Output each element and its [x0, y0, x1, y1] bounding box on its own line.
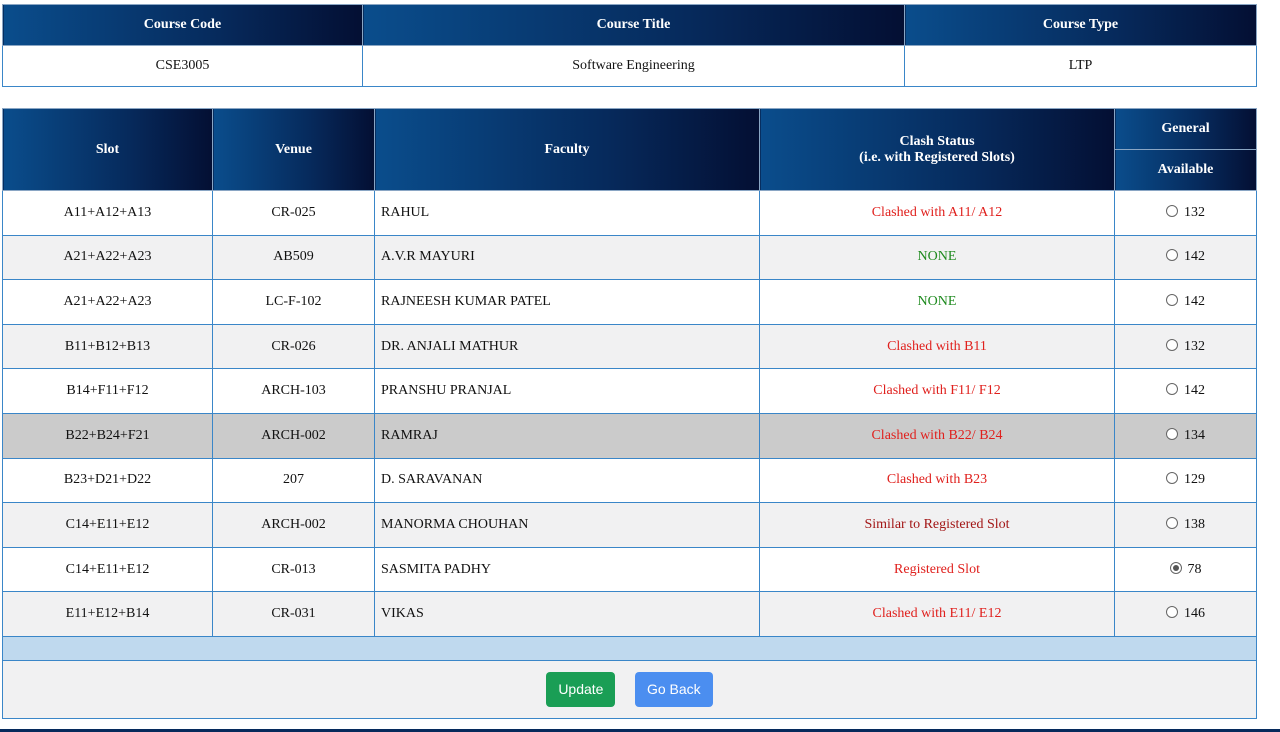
available-seats: 132	[1184, 204, 1205, 220]
table-row	[3, 458, 1257, 503]
venue-cell: CR-013	[213, 547, 375, 592]
slot-header: Slot	[3, 109, 213, 191]
slot-cell: A11+A12+A13	[3, 191, 213, 236]
slot-selection-table	[2, 108, 1257, 719]
available-seats: 142	[1184, 249, 1205, 265]
available-cell[interactable]	[1115, 280, 1257, 325]
clash-status-cell: Clashed with B23	[760, 458, 1115, 503]
available-cell[interactable]	[1115, 592, 1257, 637]
available-cell[interactable]	[1115, 235, 1257, 280]
slot-radio-button[interactable]	[1166, 294, 1178, 306]
venue-cell: ARCH-002	[213, 413, 375, 458]
venue-cell: ARCH-103	[213, 369, 375, 414]
clash-status-title: Clash Status	[899, 133, 975, 149]
slot-radio-button[interactable]	[1166, 383, 1178, 395]
faculty-cell: VIKAS	[375, 592, 760, 637]
faculty-cell: RAJNEESH KUMAR PATEL	[375, 280, 760, 325]
table-row	[3, 592, 1257, 637]
faculty-cell: MANORMA CHOUHAN	[375, 503, 760, 548]
table-row	[3, 547, 1257, 592]
slot-cell: B22+B24+F21	[3, 413, 213, 458]
available-cell[interactable]	[1115, 458, 1257, 503]
venue-cell: LC-F-102	[213, 280, 375, 325]
clash-status-cell: Clashed with A11/ A12	[760, 191, 1115, 236]
available-cell[interactable]	[1115, 413, 1257, 458]
clash-status-cell: Registered Slot	[760, 547, 1115, 592]
clash-status-cell: Clashed with B11	[760, 324, 1115, 369]
clash-status-header	[760, 109, 1115, 191]
venue-cell: CR-025	[213, 191, 375, 236]
update-button[interactable]: Update	[546, 672, 615, 707]
venue-cell: ARCH-002	[213, 503, 375, 548]
available-seats: 129	[1184, 472, 1205, 488]
table-row	[3, 191, 1257, 236]
table-row	[3, 235, 1257, 280]
faculty-cell: RAHUL	[375, 191, 760, 236]
course-info-table	[2, 4, 1257, 87]
course-title: Software Engineering	[363, 46, 905, 87]
slot-radio-button[interactable]	[1166, 606, 1178, 618]
clash-status-cell: Similar to Registered Slot	[760, 503, 1115, 548]
table-row	[3, 413, 1257, 458]
slot-cell: B23+D21+D22	[3, 458, 213, 503]
table-spacer-row	[3, 636, 1257, 660]
available-seats: 142	[1184, 383, 1205, 399]
clash-status-subtitle: (i.e. with Registered Slots)	[859, 149, 1015, 165]
actions-row	[3, 660, 1257, 718]
slot-cell: A21+A22+A23	[3, 280, 213, 325]
course-code: CSE3005	[3, 46, 363, 87]
clash-status-cell: Clashed with F11/ F12	[760, 369, 1115, 414]
table-row	[3, 369, 1257, 414]
slot-cell: C14+E11+E12	[3, 503, 213, 548]
available-seats: 134	[1184, 427, 1205, 443]
faculty-cell: PRANSHU PRANJAL	[375, 369, 760, 414]
venue-cell: CR-026	[213, 324, 375, 369]
table-row	[3, 503, 1257, 548]
slot-radio-button[interactable]	[1166, 249, 1178, 261]
course-type: LTP	[905, 46, 1257, 87]
available-cell[interactable]	[1115, 503, 1257, 548]
available-header: Available	[1115, 150, 1257, 191]
slot-radio-button[interactable]	[1166, 205, 1178, 217]
venue-header: Venue	[213, 109, 375, 191]
clash-status-cell: Clashed with B22/ B24	[760, 413, 1115, 458]
clash-status-cell: Clashed with E11/ E12	[760, 592, 1115, 637]
slot-radio-button[interactable]	[1166, 517, 1178, 529]
faculty-cell: A.V.R MAYURI	[375, 235, 760, 280]
go-back-button[interactable]: Go Back	[635, 672, 713, 707]
available-cell[interactable]	[1115, 191, 1257, 236]
slot-cell: E11+E12+B14	[3, 592, 213, 637]
table-row	[3, 324, 1257, 369]
venue-cell: AB509	[213, 235, 375, 280]
slot-radio-button[interactable]	[1166, 472, 1178, 484]
faculty-cell: RAMRAJ	[375, 413, 760, 458]
available-cell[interactable]	[1115, 547, 1257, 592]
slot-cell: A21+A22+A23	[3, 235, 213, 280]
course-title-header: Course Title	[363, 5, 905, 46]
faculty-cell: D. SARAVANAN	[375, 458, 760, 503]
venue-cell: CR-031	[213, 592, 375, 637]
clash-status-cell: NONE	[760, 280, 1115, 325]
table-row	[3, 280, 1257, 325]
slot-cell: C14+E11+E12	[3, 547, 213, 592]
available-cell[interactable]	[1115, 324, 1257, 369]
course-type-header: Course Type	[905, 5, 1257, 46]
clash-status-cell: NONE	[760, 235, 1115, 280]
available-seats: 78	[1187, 561, 1202, 577]
faculty-cell: DR. ANJALI MATHUR	[375, 324, 760, 369]
faculty-cell: SASMITA PADHY	[375, 547, 760, 592]
slot-radio-button[interactable]	[1166, 339, 1178, 351]
general-header: General	[1115, 109, 1257, 150]
available-seats: 142	[1184, 293, 1205, 309]
course-code-header: Course Code	[3, 5, 363, 46]
slot-cell: B11+B12+B13	[3, 324, 213, 369]
slot-radio-button[interactable]	[1166, 428, 1178, 440]
available-seats: 138	[1184, 516, 1205, 532]
available-seats: 132	[1184, 338, 1205, 354]
slot-radio-button[interactable]	[1170, 562, 1182, 574]
faculty-header: Faculty	[375, 109, 760, 191]
venue-cell: 207	[213, 458, 375, 503]
available-seats: 146	[1184, 606, 1205, 622]
available-cell[interactable]	[1115, 369, 1257, 414]
slot-cell: B14+F11+F12	[3, 369, 213, 414]
